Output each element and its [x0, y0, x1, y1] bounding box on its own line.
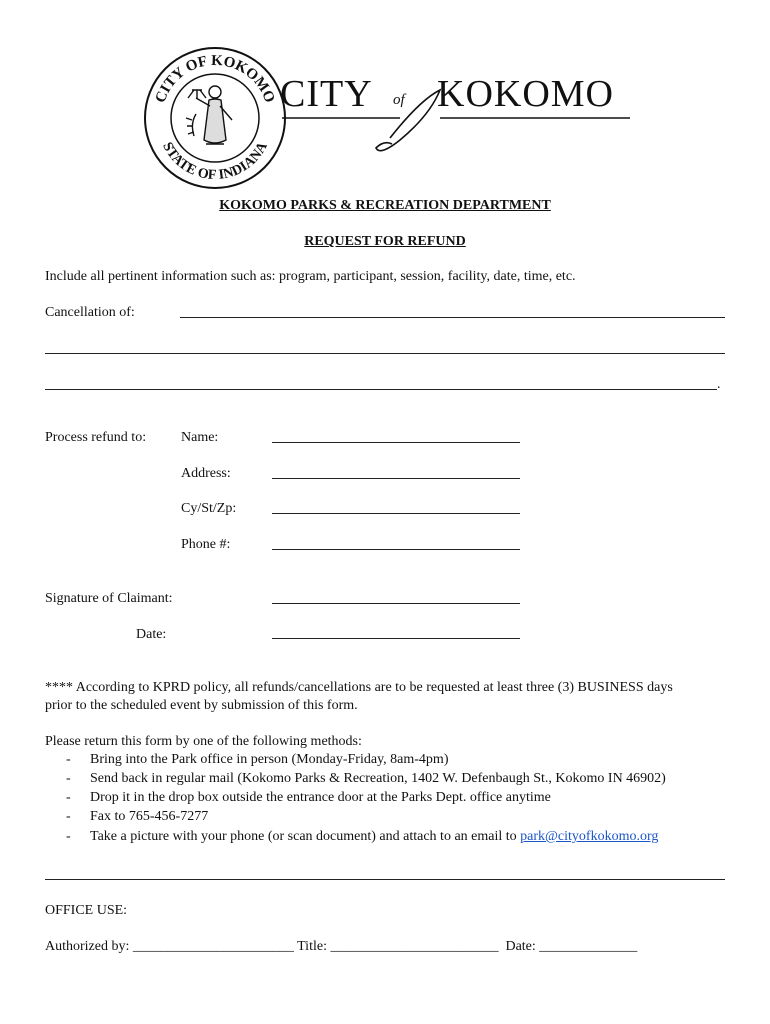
signature-date-label: Date: — [136, 627, 167, 642]
office-use-row — [45, 938, 637, 956]
return-method-text: Bring into the Park office in person (Monday-Friday, 8am-4pm) — [90, 752, 449, 767]
list-item — [0, 828, 770, 846]
return-method-text: Drop it in the drop box outside the entrance door at the Parks Dept. office anytime — [90, 790, 551, 805]
list-dash: - — [66, 790, 71, 805]
office-date-field[interactable]: ______________ — [539, 939, 638, 954]
title-label: Title: — [297, 939, 327, 954]
address-label: Address: — [181, 466, 231, 481]
return-method-text: Take a picture with your phone (or scan document) and attach to an email to — [90, 829, 521, 844]
cancellation-field-line-1[interactable] — [180, 317, 725, 318]
intro-text: Include all pertinent information such as: program, participant, session, facility, date, time, etc. — [45, 269, 576, 284]
department-title: KOKOMO PARKS & RECREATION DEPARTMENT — [219, 198, 551, 213]
wordmark-city: CITY — [280, 73, 373, 115]
name-field[interactable] — [272, 442, 520, 443]
process-refund-label: Process refund to: — [45, 430, 147, 445]
form-title: REQUEST FOR REFUND — [304, 234, 466, 249]
cancellation-field-line-3[interactable] — [45, 389, 717, 390]
cancellation-end-period: . — [717, 377, 721, 392]
wordmark-of: of — [393, 92, 405, 108]
list-item — [0, 751, 770, 769]
city-state-zip-field[interactable] — [272, 513, 520, 514]
list-dash: - — [66, 771, 71, 786]
signature-date-field[interactable] — [272, 638, 520, 639]
signature-label: Signature of Claimant: — [45, 591, 173, 606]
seal-text-top: CITY OF KOKOMO — [152, 52, 278, 106]
list-dash: - — [66, 829, 71, 844]
authorized-field[interactable]: _______________________ — [132, 939, 294, 954]
list-item — [0, 770, 770, 788]
policy-line-1: **** According to KPRD policy, all refunds/cancellations are to be requested at least three (3) BUSINESS days — [45, 680, 673, 695]
list-item — [0, 789, 770, 807]
city-state-zip-label: Cy/St/Zp: — [181, 501, 237, 516]
policy-line-2: prior to the scheduled event by submission of this form. — [45, 698, 358, 713]
list-dash: - — [66, 752, 71, 767]
phone-field[interactable] — [272, 549, 520, 550]
cancellation-label: Cancellation of: — [45, 305, 135, 320]
return-method-text: Fax to 765-456-7277 — [90, 809, 209, 824]
return-method-text: Send back in regular mail (Kokomo Parks & Recreation, 1402 W. Defenbaugh St., Kokomo IN 46902) — [90, 771, 666, 786]
divider — [45, 879, 725, 880]
office-use-heading: OFFICE USE: — [45, 903, 128, 918]
list-dash: - — [66, 809, 71, 824]
title-field[interactable]: ________________________ — [330, 939, 499, 954]
return-methods-heading: Please return this form by one of the following methods: — [45, 734, 362, 749]
wordmark-kokomo: KOKOMO — [437, 73, 614, 115]
city-seal-logo — [140, 40, 290, 190]
list-item — [0, 808, 770, 826]
address-field[interactable] — [272, 478, 520, 479]
seal-text-bottom: STATE OF INDIANA — [159, 139, 271, 184]
office-date-label: Date: — [505, 939, 536, 954]
justice-figure-icon — [186, 86, 232, 144]
authorized-label: Authorized by: — [45, 939, 130, 954]
name-label: Name: — [181, 430, 219, 445]
phone-label: Phone #: — [181, 537, 231, 552]
email-link[interactable]: park@cityofkokomo.org — [520, 829, 659, 844]
cancellation-field-line-2[interactable] — [45, 353, 725, 354]
signature-field[interactable] — [272, 603, 520, 604]
svg-text:CITY OF KOKOMO — [153, 53, 278, 105]
